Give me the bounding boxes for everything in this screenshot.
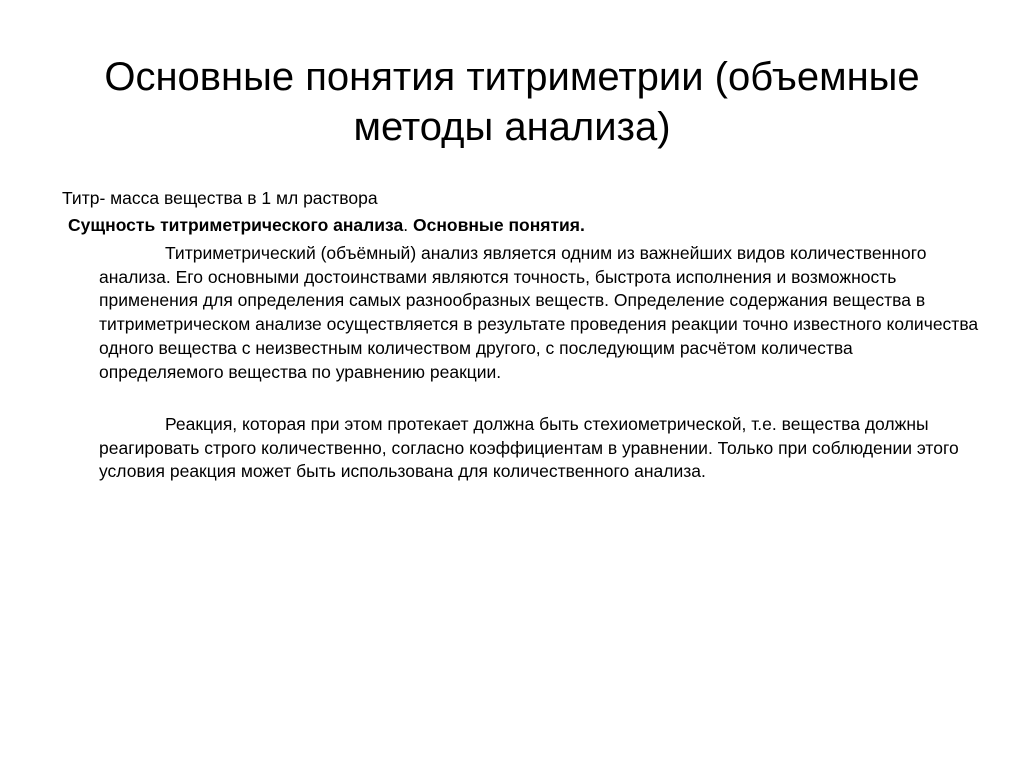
slide-title-line-1: Основные понятия титриметрии (объемные (104, 55, 920, 99)
slide-title (60, 52, 964, 152)
essence-heading (68, 214, 585, 238)
titr-definition: Титр- масса вещества в 1 мл раствора (62, 188, 378, 208)
paragraph-stoichiometric-reaction: Реакция, которая при этом протекает должна быть стехиометрической, т.е. вещества должны реагировать строго количественно, согласно коэффициентам в уравнении. Только при соблюдении этого условия реакция может быть использована для количественного анализа. (99, 414, 959, 482)
essence-heading-part-b: Основные понятия. (412, 215, 585, 235)
essence-heading-separator: . (403, 215, 413, 235)
paragraph-titrimetric-analysis: Титриметрический (объёмный) анализ является одним из важнейших видов количественного анализа. Его основными достоинствами являются точность, быстрота исполнения и возможность применения для определения самых разнообразных веществ. Определение содержания вещества в титриметрическом анализе осуществляется в результате проведения реакции точно известного количества одного вещества с неизвестным количеством другого, с последующим расчётом количества определяемого вещества по уравнению реакции. (99, 243, 979, 382)
slide-title-line-2: методы анализа) (353, 105, 671, 149)
essence-heading-part-a: Сущность титриметрического анализа (68, 215, 404, 235)
